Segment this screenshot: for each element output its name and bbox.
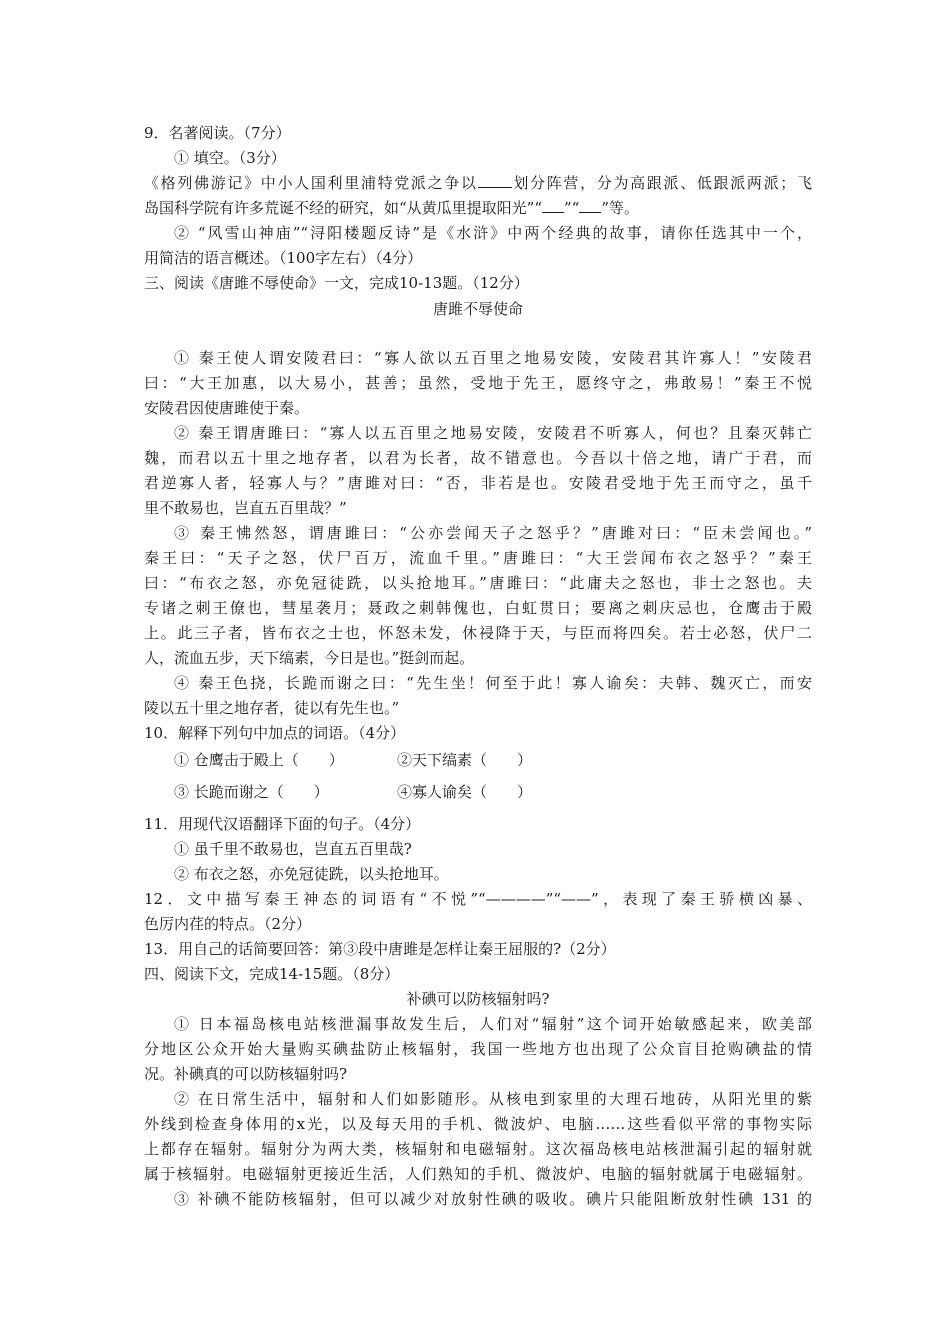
passage-title: 唐雎不辱使命 (432, 300, 523, 318)
passage-line: 上都存在辐射。辐射分为两大类，核辐射和电磁辐射。这次福岛核电站核泄漏引起的辐射就 (144, 1140, 812, 1158)
q9-sub1: ① 填空。（3分） (174, 149, 286, 167)
passage-line: 曰：“布衣之怒，亦免冠徒跣，以头抢地耳。”唐雎曰：“此庸夫之怒也，非士之怒也。夫 (144, 574, 812, 592)
passage-line: 君逆寡人者，轻寡人与？”唐雎对曰：“否，非若是也。安陵君受地于先王而守之，虽千 (144, 474, 812, 492)
q11-sentence-2: ② 布衣之怒，亦免冠徒跣，以头抢地耳。 (174, 865, 449, 883)
passage-line: ④ 秦王色挠，长跪而谢之曰：“先生坐！何至于此！寡人谕矣：夫韩、魏灭亡，而安 (174, 674, 812, 692)
q10-option-2: ②天下缟素（ ） (397, 751, 533, 769)
passage-line: 曰：“大王加惠，以大易小，甚善；虽然，受地于先王，愿终守之，弗敢易！”秦王不悦 (144, 374, 812, 392)
passage-line: 魏，而君以五十里之地存者，以君为长者，故不错意也。今吾以十倍之地，请广于君，而 (144, 449, 812, 467)
passage-line: ① 秦王使人谓安陵君曰：“寡人欲以五百里之地易安陵，安陵君其许寡人！”安陵君 (174, 349, 812, 367)
passage-line: 专诸之刺王僚也，彗星袭月；聂政之刺韩傀也，白虹贯日；要离之刺庆忌也，仓鹰击于殿 (144, 599, 812, 617)
passage-title: 补碘可以防核辐射吗? (406, 990, 550, 1008)
passage-line: 上。此三子者，皆布衣之士也，怀怒未发，休祲降于天，与臣而将四矣。若士必怒，伏尸二 (144, 624, 812, 642)
q10-option-3: ③ 长跪而谢之（ ） (174, 783, 329, 801)
section3-heading: 三、阅读《唐雎不辱使命》一文，完成10-13题。（12分） (144, 274, 529, 292)
q9-fill-line-b (144, 196, 812, 220)
q9-fill-text: 岛国科学院有许多荒诞不经的研究，如“从黄瓜里提取阳光”“ (144, 199, 543, 217)
passage-line: ① 日本福岛核电站核泄漏事故发生后，人们对“辐射”这个词开始敏感起来，欧美部 (174, 1015, 812, 1033)
passage-line: 分地区公众开始大量购买碘盐防止核辐射，我国一些地方也出现了公众盲目抢购碘盐的情 (144, 1040, 812, 1058)
passage-line: 属于核辐射。电磁辐射更接近生活，人们熟知的手机、微波炉、电脑的辐射就属于电磁辐射。 (144, 1165, 812, 1183)
q10-option-1: ① 仓鹰击于殿上（ ） (174, 751, 344, 769)
passage-line: 秦王曰：“天子之怒，伏尸百万，流血千里。”唐雎曰：“大王尝闻布衣之怒乎？”秦王 (144, 549, 812, 567)
passage-line: ② 秦王谓唐雎曰：“寡人以五百里之地易安陵，安陵君不听寡人，何也？且秦灭韩亡 (174, 424, 812, 442)
q9-title: 9．名著阅读。（7分） (144, 124, 291, 142)
q12-line: 色厉内荏的特点。（2分） (144, 915, 312, 933)
passage-line: 人，流血五步，天下缟素，今日是也。”挺剑而起。 (144, 649, 475, 667)
passage-line: 外线到检查身体用的x光，以及每天用的手机、微波炉、电脑……这些看似平常的事物实际 (144, 1115, 812, 1133)
fill-blank[interactable] (478, 172, 512, 188)
passage-line: ② 在日常生活中，辐射和人们如影随形。从核电到家里的大理石地砖，从阳光里的紫 (174, 1090, 812, 1108)
q13-title: 13．用自己的话简要回答：第③段中唐雎是怎样让秦王屈服的?（2分） (144, 940, 616, 958)
q10-title: 10．解释下列句中加点的词语。（4分） (144, 724, 406, 742)
fill-blank[interactable] (542, 197, 564, 213)
passage-line: ③ 补碘不能防核辐射，但可以减少对放射性碘的吸收。碘片只能阻断放射性碘 131 的 (174, 1190, 812, 1208)
fill-blank[interactable] (579, 197, 601, 213)
q9-fill-text: 《格列佛游记》中小人国利里浦特党派之争以 (144, 174, 478, 192)
passage-line: 里不敢易也，岂直五百里哉？” (144, 499, 347, 517)
passage-line: ③ 秦王怫然怒，谓唐雎曰：“公亦尝闻天子之怒乎？”唐雎对曰：“臣未尝闻也。” (174, 524, 812, 542)
q12-line: 12．文中描写秦王神态的词语有“不悦”“————”“——”，表现了秦王骄横凶暴、 (144, 890, 812, 908)
q9-fill-text: 划分阵营，分为高跟派、低跟派两派；飞 (511, 174, 812, 192)
q11-title: 11．用现代汉语翻译下面的句子。（4分） (144, 815, 421, 833)
q9-sub2-cont: 用简洁的语言概述。（100字左右）（4分） (144, 249, 423, 267)
passage-line: 安陵君因使唐雎使于秦。 (144, 399, 310, 417)
q9-fill-text: ”等。 (601, 199, 640, 217)
passage-line: 陵以五十里之地存者，徒以有先生也。” (144, 699, 400, 717)
q10-option-4: ④寡人谕矣（ ） (397, 783, 533, 801)
q11-sentence-1: ① 虽千里不敢易也，岂直五百里哉? (174, 840, 412, 858)
passage-line: 况。补碘真的可以防核辐射吗? (144, 1065, 348, 1083)
q9-sub2: ② “风雪山神庙”“浔阳楼题反诗”是《水浒》中两个经典的故事，请你任选其中一个， (174, 224, 812, 242)
q9-fill-line-a (144, 171, 812, 195)
q9-fill-text: ”“ (564, 199, 580, 217)
section4-heading: 四、阅读下文，完成14-15题。（8分） (144, 965, 400, 983)
